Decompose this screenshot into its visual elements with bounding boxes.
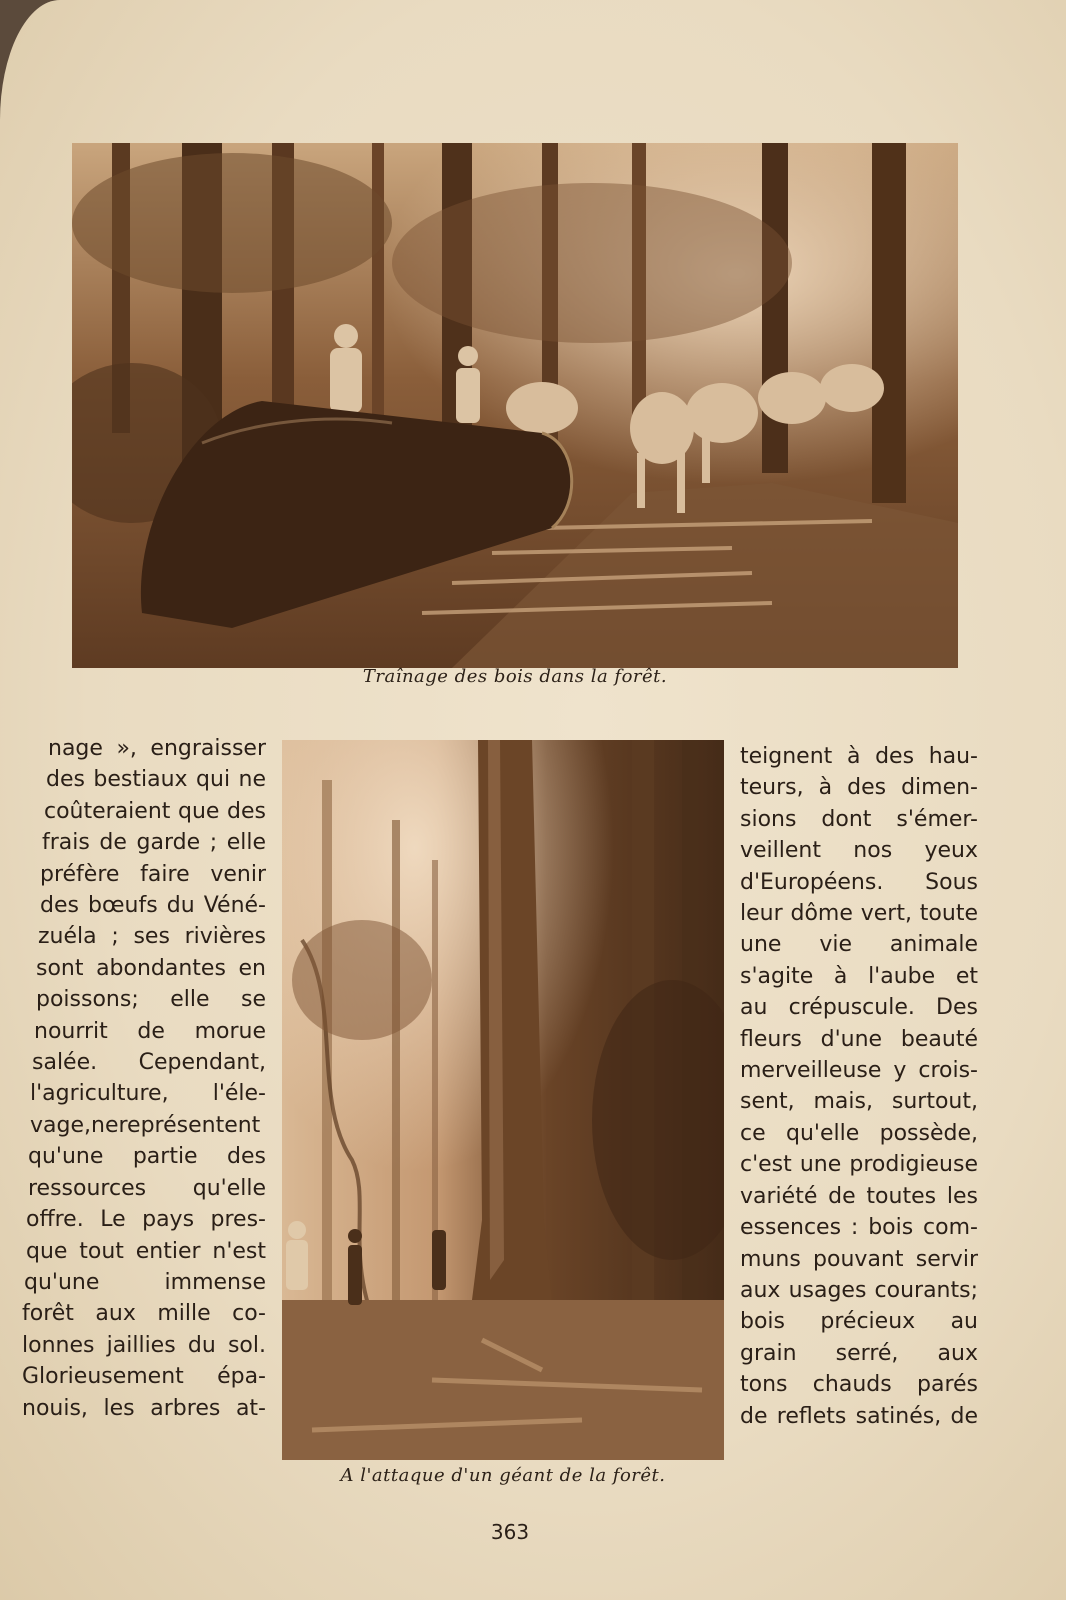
text-line: nourrit de morue (34, 1018, 266, 1044)
top-photo-caption: Traînage des bois dans la forêt. (362, 666, 668, 687)
text-line: poissons; elle se (36, 987, 266, 1013)
text-line: frais de garde ; elle (42, 830, 266, 856)
text-line: offre. Le pays pres- (26, 1207, 266, 1233)
text-line: zuéla ; ses rivières (38, 924, 266, 950)
right-text-column (740, 741, 978, 1432)
text-line: teurs, à des dimen- (740, 775, 978, 801)
text-line: grain serré, aux (740, 1340, 978, 1366)
text-line: teignent à des hau- (740, 744, 978, 769)
text-line: bois précieux au (740, 1309, 978, 1335)
text-line: sent, mais, surtout, (740, 1089, 978, 1115)
text-line: veillent nos yeux (740, 838, 978, 864)
text-line: sions dont s'émer- (740, 806, 978, 832)
text-line: Glorieusement épa- (22, 1364, 266, 1390)
text-line: merveilleuse y crois- (740, 1058, 978, 1084)
text-line: des bestiaux qui ne (46, 767, 266, 793)
giant-tree-photo (282, 740, 724, 1460)
text-line: s'agite à l'aube et (740, 963, 978, 989)
text-line: ressources qu'elle (28, 1175, 266, 1201)
text-line: coûteraient que des (44, 798, 266, 824)
text-line: aux usages courants; (740, 1277, 978, 1303)
text-line: sont abondantes en (36, 955, 266, 981)
text-line: essences : bois com- (740, 1215, 978, 1241)
forest-logging-photo (72, 143, 958, 668)
text-line: ce qu'elle possède, (740, 1120, 978, 1146)
bottom-photo-caption: A l'attaque d'un géant de la forêt. (340, 1465, 666, 1486)
text-line: salée. Cependant, (32, 1050, 266, 1076)
text-line: variété de toutes les (740, 1183, 978, 1209)
text-line: des bœufs du Véné- (40, 893, 266, 919)
text-line: au crépuscule. Des (740, 995, 978, 1021)
text-line: nouis, les arbres at- (22, 1395, 266, 1421)
text-line: nage », engraisser (48, 736, 266, 761)
text-line: c'est une prodigieuse (740, 1152, 978, 1178)
text-line: forêt aux mille co- (22, 1301, 266, 1327)
text-line: vage,nereprésentent (30, 1112, 261, 1138)
text-line: l'agriculture, l'éle- (30, 1081, 266, 1107)
text-line: tons chauds parés (740, 1372, 978, 1398)
page-number: 363 (490, 1520, 530, 1544)
text-line: fleurs d'une beauté (740, 1026, 978, 1052)
text-line: de reflets satinés, de (740, 1403, 978, 1429)
text-line: qu'une immense (24, 1269, 266, 1295)
text-line: qu'une partie des (28, 1144, 266, 1170)
text-line: une vie animale (740, 932, 978, 958)
text-line: muns pouvant servir (740, 1246, 978, 1272)
text-line: préfère faire venir (40, 861, 266, 887)
text-line: que tout entier n'est (26, 1238, 266, 1264)
left-text-column (22, 733, 266, 1424)
text-line: lonnes jaillies du sol. (22, 1332, 266, 1358)
text-line: d'Européens. Sous (740, 869, 978, 895)
text-line: leur dôme vert, toute (740, 901, 978, 927)
